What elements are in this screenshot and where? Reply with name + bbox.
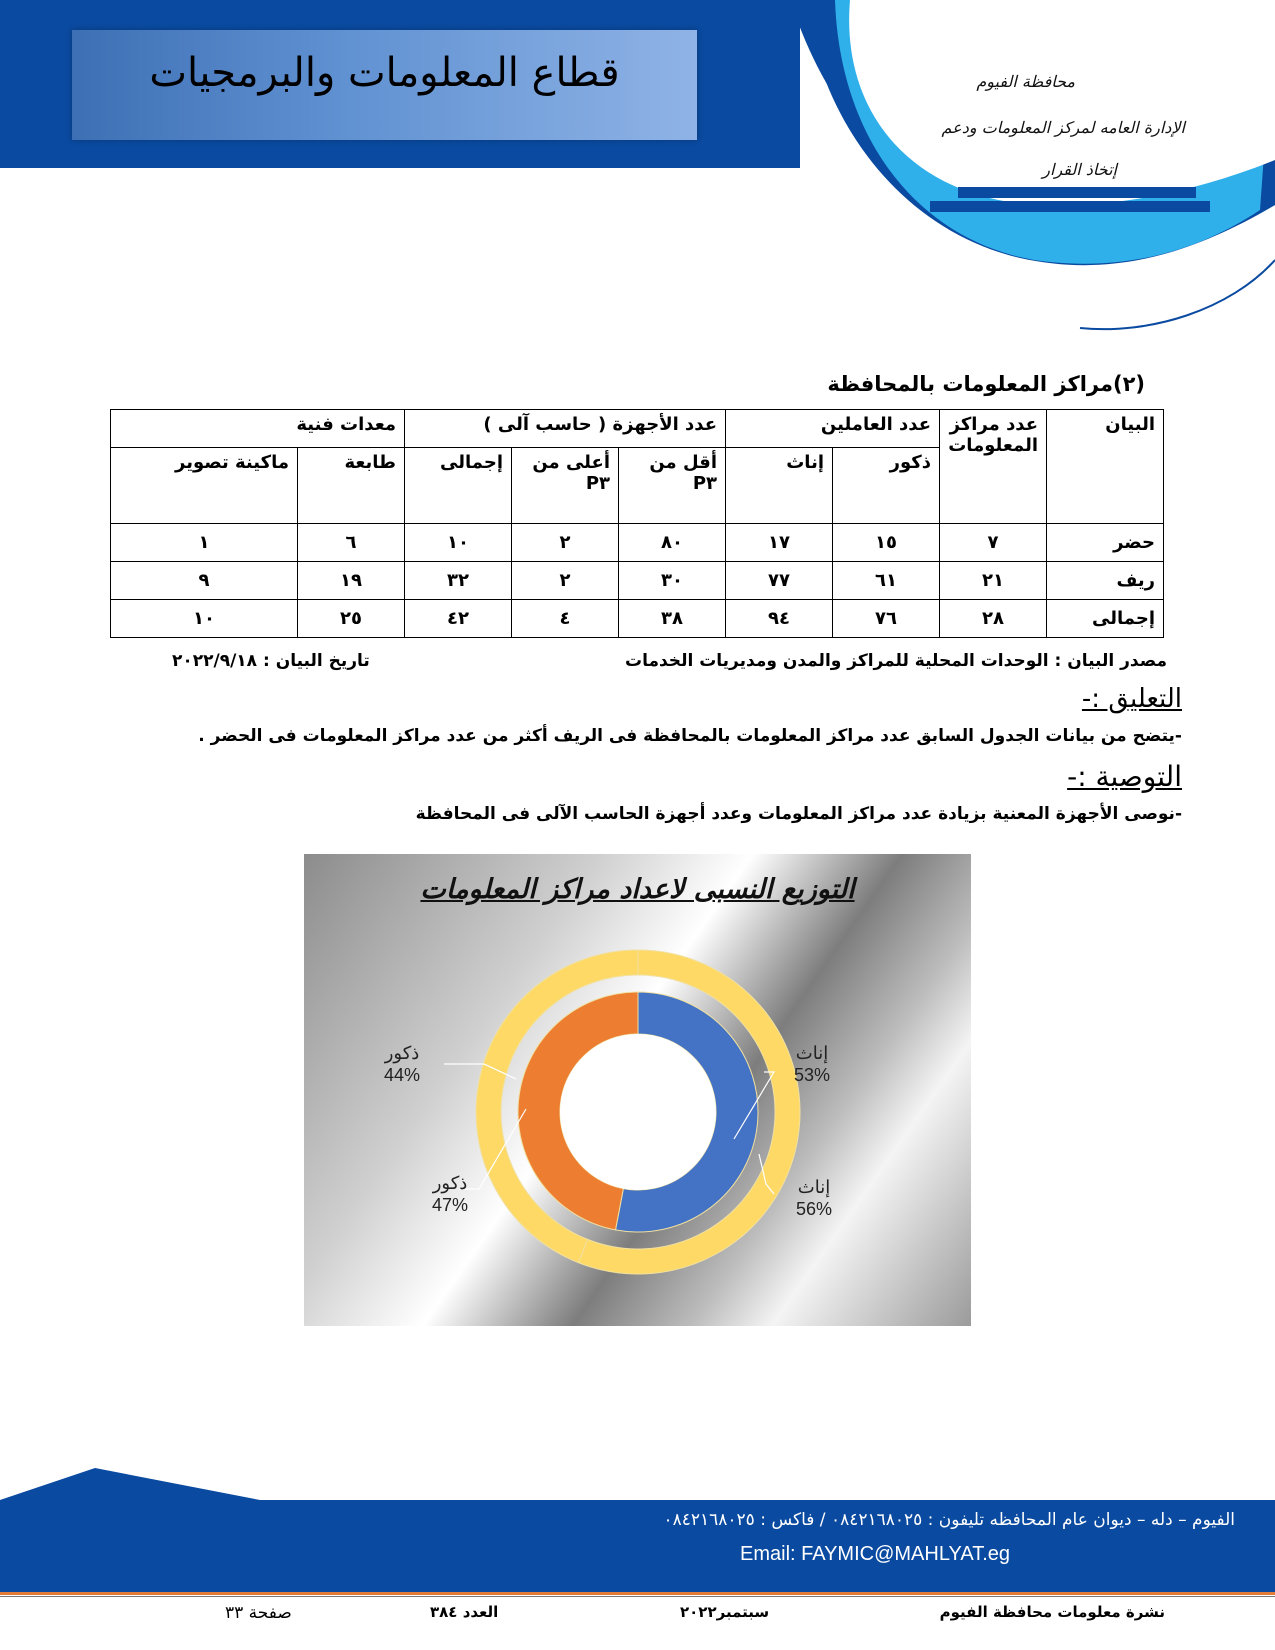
cell-more-p3: ٤ xyxy=(512,600,619,638)
cell-less-p3: ٣٨ xyxy=(619,600,726,638)
row-label: إجمالى xyxy=(1047,600,1164,638)
comment-heading: التعليق :- xyxy=(1081,684,1182,714)
sector-title: قطاع المعلومات والبرمجيات xyxy=(149,50,620,96)
recommendation-heading: التوصية :- xyxy=(1067,760,1182,793)
row-label: حضر xyxy=(1047,524,1164,562)
footer-address: الفيوم – دله – ديوان عام المحافظه تليفون : ٠٨٤٢١٦٨٠٢٥ / فاكس : ٠٨٤٢١٦٨٠٢٥ xyxy=(663,1510,1235,1530)
cell-centers: ٢٨ xyxy=(940,600,1047,638)
cell-less-p3: ٨٠ xyxy=(619,524,726,562)
table-row xyxy=(111,524,1164,562)
cell-total: ٣٢ xyxy=(405,562,512,600)
cell-printer: ٦ xyxy=(298,524,405,562)
comment-text: -يتضح من بيانات الجدول السابق عدد مراكز المعلومات بالمحافظة فى الريف أكثر من عدد مراكز المعلومات فى الحضر . xyxy=(198,726,1182,746)
cell-less-p3: ٣٠ xyxy=(619,562,726,600)
header-females: إناث xyxy=(726,448,833,524)
recommendation-text: -نوصى الأجهزة المعنية بزيادة عدد مراكز المعلومات وعدد أجهزة الحاسب الآلى فى المحافظة xyxy=(415,804,1182,824)
row-label: ريف xyxy=(1047,562,1164,600)
header-less-p3: أقل من P٣ xyxy=(619,448,726,524)
cell-copier: ١ xyxy=(111,524,298,562)
cell-males: ٧٦ xyxy=(833,600,940,638)
chart-title: التوزيع النسبى لاعداد مراكز المعلومات xyxy=(420,874,855,905)
footer-background xyxy=(0,1465,1275,1605)
header-more-p3: أعلى من P٣ xyxy=(512,448,619,524)
cell-copier: ١٠ xyxy=(111,600,298,638)
footer-month: سبتمبر٢٠٢٢ xyxy=(680,1603,770,1621)
source-note: مصدر البيان : الوحدات المحلية للمراكز والمدن ومديريات الخدمات xyxy=(625,651,1167,671)
cell-males: ٦١ xyxy=(833,562,940,600)
cell-females: ٧٧ xyxy=(726,562,833,600)
footer-page: صفحة ٣٣ xyxy=(225,1603,292,1623)
cell-females: ٩٤ xyxy=(726,600,833,638)
cell-more-p3: ٢ xyxy=(512,562,619,600)
footer-issue: العدد ٣٨٤ xyxy=(430,1603,499,1621)
logo-line-governorate: محافظة الفيوم xyxy=(976,72,1075,91)
header-statement: البيان xyxy=(1047,410,1164,524)
header-workers: عدد العاملين xyxy=(726,410,940,448)
logo-bar-top xyxy=(958,187,1196,198)
cell-centers: ٢١ xyxy=(940,562,1047,600)
table-row xyxy=(111,600,1164,638)
label-inner-females: إناث 53% xyxy=(794,1043,831,1085)
logo-bar-bottom xyxy=(930,201,1210,212)
header-printer: طابعة xyxy=(298,448,405,524)
date-note: تاريخ البيان : ٢٠٢٢/٩/١٨ xyxy=(172,651,370,671)
cell-copier: ٩ xyxy=(111,562,298,600)
header-devices-total: إجمالى xyxy=(405,448,512,524)
label-outer-females: إناث 56% xyxy=(796,1177,833,1219)
header-copier: ماكينة تصوير xyxy=(111,448,298,524)
header-centers: عدد مراكز المعلومات xyxy=(940,410,1047,524)
cell-males: ١٥ xyxy=(833,524,940,562)
header-equipment: معدات فنية xyxy=(111,410,405,448)
table-row xyxy=(111,562,1164,600)
footer-bulletin: نشرة معلومات محافظة الفيوم xyxy=(939,1603,1165,1621)
cell-printer: ٢٥ xyxy=(298,600,405,638)
doughnut-chart xyxy=(304,854,971,1326)
chart-plot xyxy=(304,854,971,1326)
cell-total: ٤٢ xyxy=(405,600,512,638)
cell-more-p3: ٢ xyxy=(512,524,619,562)
footer-email: Email: FAYMIC@MAHLYAT.eg xyxy=(740,1543,1010,1565)
cell-total: ١٠ xyxy=(405,524,512,562)
logo-line-decision: إتخاذ القرار xyxy=(1042,160,1117,179)
logo-line-department: الإدارة العامه لمركز المعلومات ودعم xyxy=(941,118,1185,137)
label-inner-males: ذكور 47% xyxy=(432,1173,469,1215)
donut-hole xyxy=(560,1034,716,1190)
centers-table xyxy=(110,409,1164,638)
header-devices: عدد الأجهزة ( حاسب آلى ) xyxy=(405,410,726,448)
cell-females: ١٧ xyxy=(726,524,833,562)
cell-printer: ١٩ xyxy=(298,562,405,600)
header-males: ذكور xyxy=(833,448,940,524)
cell-centers: ٧ xyxy=(940,524,1047,562)
sector-title-banner xyxy=(72,30,697,140)
label-outer-males: ذكور 44% xyxy=(384,1043,421,1085)
section-title: (٢)مراكز المعلومات بالمحافظة xyxy=(827,372,1145,396)
